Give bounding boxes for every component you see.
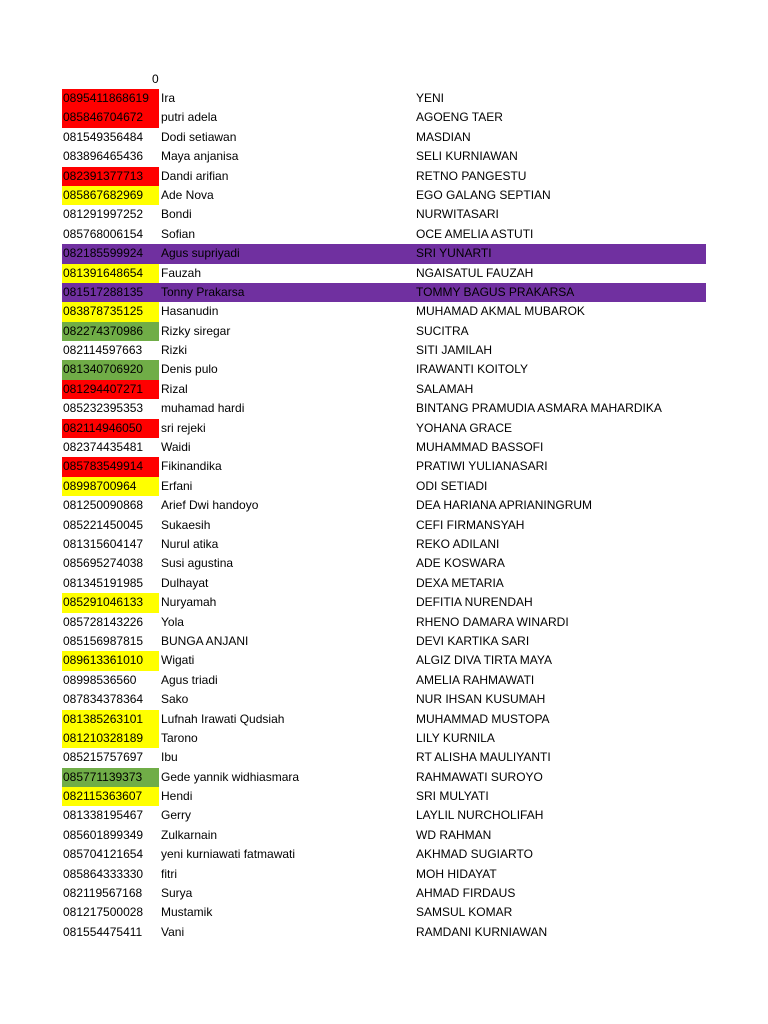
table-row[interactable] <box>62 923 706 942</box>
contact-cell[interactable]: YENI <box>416 91 445 105</box>
table-row[interactable] <box>62 438 706 457</box>
phone-cell[interactable]: 085704121654 <box>63 847 144 862</box>
name-cell[interactable]: Surya <box>161 886 193 901</box>
phone-cell[interactable]: 081291997252 <box>63 207 144 222</box>
name-cell[interactable]: Nuryamah <box>161 595 217 610</box>
name-cell[interactable]: Agus supriyadi <box>161 246 240 261</box>
name-cell[interactable]: Sako <box>161 692 189 707</box>
contact-cell[interactable]: MASDIAN <box>416 129 471 144</box>
name-cell[interactable]: Arief Dwi handoyo <box>161 498 259 513</box>
contact-cell[interactable]: LAYLIL NURCHOLIFAH <box>416 808 544 823</box>
phone-cell[interactable]: 085291046133 <box>62 593 159 612</box>
name-cell[interactable]: Bondi <box>161 207 192 222</box>
contact-cell[interactable]: RT ALISHA MAULIYANTI <box>416 750 551 765</box>
name-cell[interactable]: Tonny Prakarsa <box>161 284 245 299</box>
name-cell[interactable]: Ira <box>161 91 176 105</box>
phone-cell[interactable]: 081345191985 <box>63 575 144 590</box>
name-cell[interactable]: sri rejeki <box>161 420 206 435</box>
table-row[interactable] <box>62 264 706 283</box>
table-row[interactable] <box>62 477 706 496</box>
table-row[interactable] <box>62 806 706 825</box>
contact-cell[interactable]: MUHAMMAD BASSOFI <box>416 440 544 455</box>
phone-cell[interactable]: 085232395353 <box>63 401 144 416</box>
phone-cell[interactable]: 085728143226 <box>63 614 144 629</box>
table-row[interactable] <box>62 167 706 186</box>
phone-cell[interactable]: 085771139373 <box>62 768 159 787</box>
table-row[interactable] <box>62 710 706 729</box>
table-row[interactable] <box>62 690 706 709</box>
phone-cell[interactable]: 085867682969 <box>62 186 159 205</box>
name-cell[interactable]: Fikinandika <box>161 459 222 474</box>
phone-cell[interactable]: 081549356484 <box>63 129 144 144</box>
table-row[interactable] <box>62 826 706 845</box>
table-row[interactable] <box>62 380 706 399</box>
phone-cell[interactable]: 085156987815 <box>63 633 144 648</box>
contact-cell[interactable]: ALGIZ DIVA TIRTA MAYA <box>416 653 553 668</box>
contact-cell[interactable]: SELI KURNIAWAN <box>416 149 518 164</box>
contact-cell[interactable]: EGO GALANG SEPTIAN <box>416 187 551 202</box>
column-header-zero: 0 <box>152 72 159 86</box>
phone-cell[interactable]: 081385263101 <box>62 710 159 729</box>
table-row[interactable] <box>62 671 706 690</box>
table-row[interactable] <box>62 399 706 418</box>
table-row[interactable] <box>62 574 706 593</box>
contact-cell[interactable]: MUHAMAD AKMAL MUBAROK <box>416 304 585 319</box>
name-cell[interactable]: Zulkarnain <box>161 827 218 842</box>
phone-cell[interactable]: 082374435481 <box>63 440 144 455</box>
phone-cell[interactable]: 085215757697 <box>63 750 144 765</box>
contact-cell[interactable]: SAMSUL KOMAR <box>416 905 513 920</box>
contact-cell[interactable]: REKO ADILANI <box>416 536 500 551</box>
name-cell[interactable]: Rizal <box>161 381 188 396</box>
contact-cell[interactable]: OCE AMELIA ASTUTI <box>416 226 534 241</box>
contact-cell[interactable]: SITI JAMILAH <box>416 343 493 358</box>
contact-cell[interactable]: ODI SETIADI <box>416 478 488 493</box>
name-cell[interactable]: Waidi <box>161 440 191 455</box>
contact-cell[interactable]: RETNO PANGESTU <box>416 168 527 183</box>
name-cell[interactable]: putri adela <box>161 110 218 125</box>
table-row[interactable] <box>62 244 706 263</box>
table-row[interactable] <box>62 108 706 127</box>
phone-cell[interactable]: 082274370986 <box>62 322 159 341</box>
phone-cell[interactable]: 081250090868 <box>63 498 144 513</box>
name-cell[interactable]: Rizky siregar <box>161 323 231 338</box>
table-row[interactable] <box>62 128 706 147</box>
phone-cell[interactable]: 082114597663 <box>63 343 143 358</box>
phone-cell[interactable]: 082119567168 <box>63 886 143 901</box>
phone-cell[interactable]: 081554475411 <box>63 924 143 939</box>
phone-cell[interactable]: 085768006154 <box>63 226 144 241</box>
table-row[interactable] <box>62 419 706 438</box>
name-cell[interactable]: Gerry <box>161 808 191 823</box>
contact-cell[interactable]: YOHANA GRACE <box>416 420 513 435</box>
contact-cell[interactable]: DEA HARIANA APRIANINGRUM <box>416 498 593 513</box>
contact-cell[interactable]: TOMMY BAGUS PRAKARSA <box>416 284 575 299</box>
table-row[interactable] <box>62 89 706 108</box>
contact-cell[interactable]: SRI MULYATI <box>416 789 489 804</box>
table-row[interactable] <box>62 651 706 670</box>
phone-cell[interactable]: 081391648654 <box>62 264 159 283</box>
phone-cell[interactable]: 085864333330 <box>63 866 144 881</box>
name-cell[interactable]: Rizki <box>161 343 187 358</box>
name-cell[interactable]: Dandi arifian <box>161 168 229 183</box>
table-row[interactable] <box>62 903 706 922</box>
contact-cell[interactable]: SRI YUNARTI <box>416 246 492 261</box>
contact-cell[interactable]: IRAWANTI KOITOLY <box>416 362 529 377</box>
name-cell[interactable]: Fauzah <box>161 265 202 280</box>
phone-cell[interactable]: 081340706920 <box>62 360 159 379</box>
name-cell[interactable]: Wigati <box>161 653 195 668</box>
table-row[interactable] <box>62 768 706 787</box>
table-row[interactable] <box>62 341 706 360</box>
phone-cell[interactable]: 081338195467 <box>63 808 144 823</box>
contact-cell[interactable]: AMELIA RAHMAWATI <box>416 672 535 687</box>
name-cell[interactable]: Hasanudin <box>161 304 219 319</box>
table-row[interactable] <box>62 186 706 205</box>
phone-cell[interactable]: 081217500028 <box>63 905 144 920</box>
table-row[interactable] <box>62 613 706 632</box>
contact-cell[interactable]: BINTANG PRAMUDIA ASMARA MAHARDIKA <box>416 401 662 416</box>
contact-cell[interactable]: NURWITASARI <box>416 207 499 222</box>
name-cell[interactable]: Nurul atika <box>161 536 219 551</box>
contact-cell[interactable]: AHMAD FIRDAUS <box>416 886 516 901</box>
table-row[interactable] <box>62 147 706 166</box>
table-row[interactable] <box>62 729 706 748</box>
contact-cell[interactable]: WD RAHMAN <box>416 827 492 842</box>
name-cell[interactable]: muhamad hardi <box>161 401 245 416</box>
name-cell[interactable]: Lufnah Irawati Qudsiah <box>161 711 285 726</box>
name-cell[interactable]: Vani <box>161 924 185 939</box>
table-row[interactable] <box>62 865 706 884</box>
table-row[interactable] <box>62 593 706 612</box>
name-cell[interactable]: Susi agustina <box>161 556 234 571</box>
table-row[interactable] <box>62 884 706 903</box>
name-cell[interactable]: Dodi setiawan <box>161 129 237 144</box>
name-cell[interactable]: Ibu <box>161 750 178 765</box>
phone-cell[interactable]: 087834378364 <box>63 692 144 707</box>
phone-cell[interactable]: 085695274038 <box>63 556 144 571</box>
phone-cell[interactable]: 085221450045 <box>63 517 144 532</box>
table-row[interactable] <box>62 535 706 554</box>
table-row[interactable] <box>62 457 706 476</box>
phone-cell[interactable]: 08998536560 <box>63 672 137 687</box>
contact-cell[interactable]: AGOENG TAER <box>416 110 503 125</box>
table-row[interactable] <box>62 516 706 535</box>
contact-cell[interactable]: NUR IHSAN KUSUMAH <box>416 692 546 707</box>
name-cell[interactable]: Dulhayat <box>161 575 209 590</box>
contact-cell[interactable]: DEVI KARTIKA SARI <box>416 633 530 648</box>
phone-cell[interactable]: 083878735125 <box>62 302 159 321</box>
table-row[interactable] <box>62 225 706 244</box>
table-row[interactable] <box>62 496 706 515</box>
contact-cell[interactable]: RAHMAWATI SUROYO <box>416 769 543 784</box>
table-row[interactable] <box>62 787 706 806</box>
name-cell[interactable]: BUNGA ANJANI <box>161 633 249 648</box>
phone-cell[interactable]: 082114946050 <box>62 419 159 438</box>
name-cell[interactable]: Gede yannik widhiasmara <box>161 769 300 784</box>
name-cell[interactable]: fitri <box>161 866 177 881</box>
phone-cell[interactable]: 081210328189 <box>62 729 159 748</box>
contact-rows <box>62 89 706 942</box>
phone-cell[interactable]: 085846704672 <box>62 108 159 127</box>
name-cell[interactable]: Sofian <box>161 226 196 241</box>
name-cell[interactable]: Sukaesih <box>161 517 211 532</box>
phone-cell[interactable]: 082115363607 <box>62 787 159 806</box>
phone-cell[interactable]: 081315604147 <box>63 536 144 551</box>
contact-cell[interactable]: MOH HIDAYAT <box>416 866 497 881</box>
contact-cell[interactable]: SUCITRA <box>416 323 469 338</box>
table-row[interactable] <box>62 360 706 379</box>
phone-cell[interactable]: 089613361010 <box>62 651 159 670</box>
phone-cell[interactable]: 082391377713 <box>62 167 159 186</box>
phone-cell[interactable]: 081294407271 <box>62 380 159 399</box>
table-row[interactable] <box>62 632 706 651</box>
phone-cell[interactable]: 085601899349 <box>63 827 144 842</box>
phone-cell[interactable]: 082185599924 <box>63 246 144 261</box>
phone-cell[interactable]: 0895411868619 <box>62 89 159 108</box>
name-cell[interactable]: Tarono <box>161 730 198 745</box>
contact-cell[interactable]: LILY KURNILA <box>416 730 495 745</box>
contact-cell[interactable]: CEFI FIRMANSYAH <box>416 517 525 532</box>
table-row[interactable] <box>62 845 706 864</box>
phone-cell[interactable]: 083896465436 <box>63 149 144 164</box>
name-cell[interactable]: Erfani <box>161 478 193 493</box>
contact-cell[interactable]: PRATIWI YULIANASARI <box>416 459 548 474</box>
table-row[interactable] <box>62 302 706 321</box>
contact-cell[interactable]: NGAISATUL FAUZAH <box>416 265 534 280</box>
table-row[interactable] <box>62 748 706 767</box>
table-row[interactable] <box>62 554 706 573</box>
name-cell[interactable]: Hendi <box>161 789 193 804</box>
name-cell[interactable]: Ade Nova <box>161 187 214 202</box>
name-cell[interactable]: Maya anjanisa <box>161 149 239 164</box>
name-cell[interactable]: yeni kurniawati fatmawati <box>161 847 296 862</box>
phone-cell[interactable]: 08998700964 <box>62 477 159 496</box>
contact-cell[interactable]: MUHAMMAD MUSTOPA <box>416 711 550 726</box>
contact-cell[interactable]: DEFITIA NURENDAH <box>416 595 533 610</box>
name-cell[interactable]: Yola <box>161 614 184 629</box>
contact-cell[interactable]: SALAMAH <box>416 381 474 396</box>
name-cell[interactable]: Mustamik <box>161 905 213 920</box>
name-cell[interactable]: Agus triadi <box>161 672 218 687</box>
contact-cell[interactable]: DEXA METARIA <box>416 575 504 590</box>
table-row[interactable] <box>62 283 706 302</box>
table-row[interactable] <box>62 322 706 341</box>
contact-cell[interactable]: ADE KOSWARA <box>416 556 505 571</box>
table-row[interactable] <box>62 205 706 224</box>
phone-cell[interactable]: 085783549914 <box>62 457 159 476</box>
name-cell[interactable]: Denis pulo <box>161 362 218 377</box>
contact-cell[interactable]: RAMDANI KURNIAWAN <box>416 924 548 939</box>
contact-cell[interactable]: AKHMAD SUGIARTO <box>416 847 533 862</box>
phone-cell[interactable]: 081517288135 <box>63 284 144 299</box>
contact-cell[interactable]: RHENO DAMARA WINARDI <box>416 614 569 629</box>
